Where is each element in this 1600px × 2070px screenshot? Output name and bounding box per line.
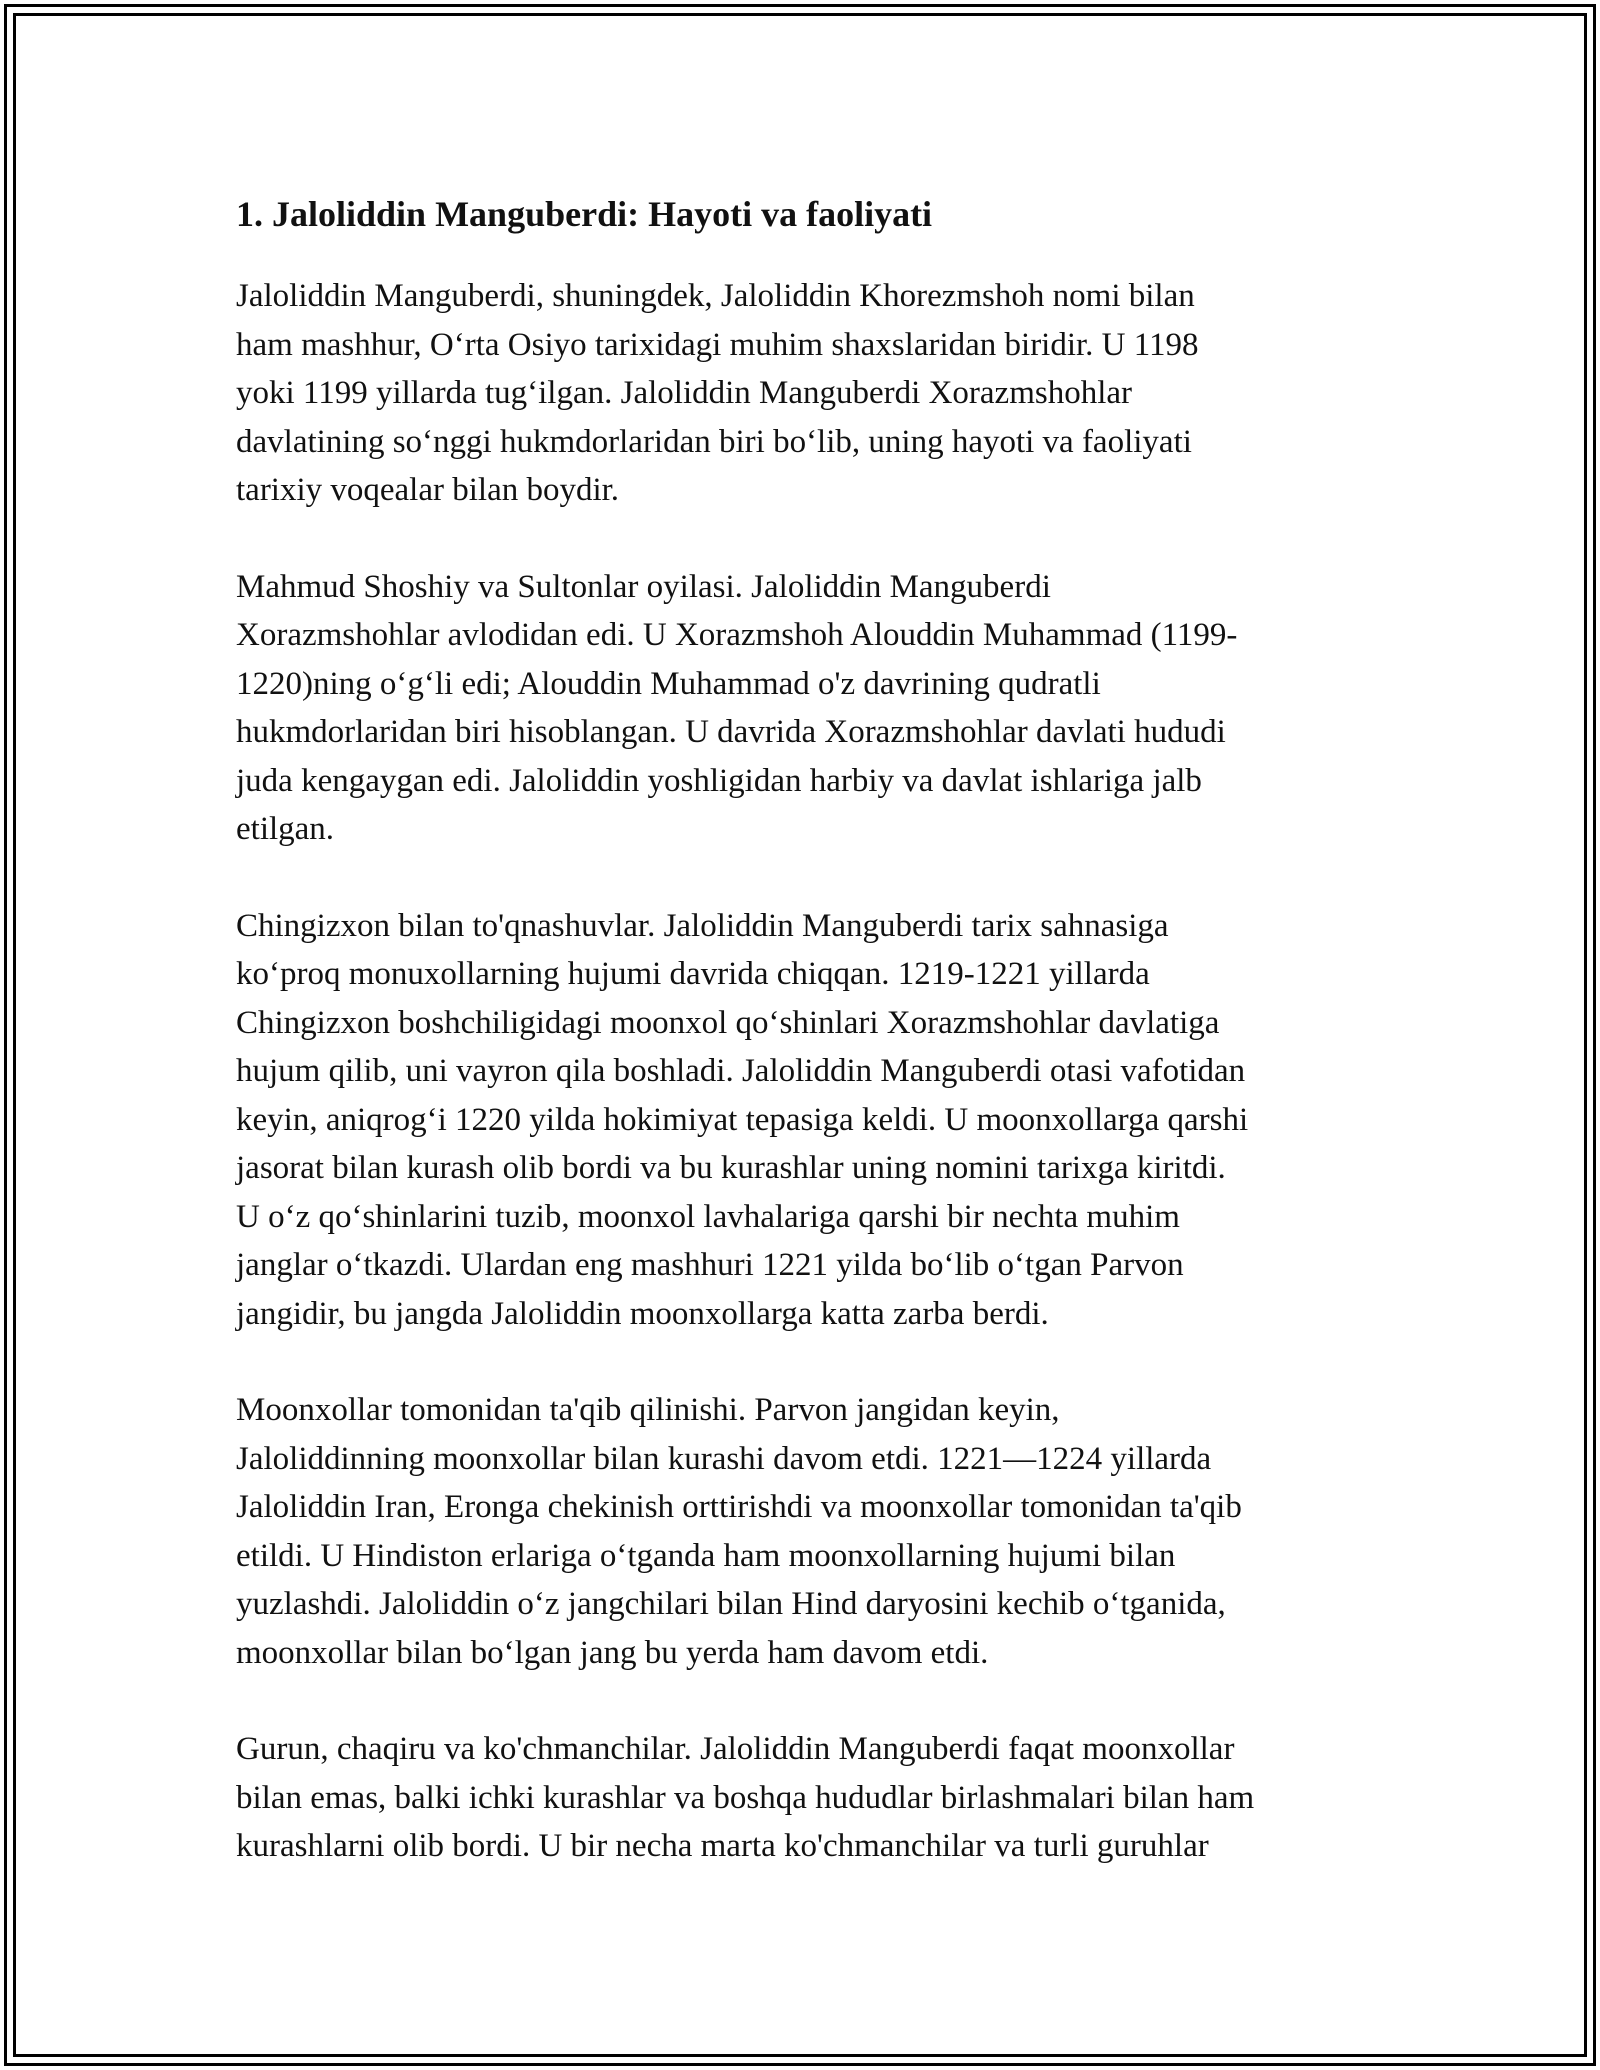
text-line: Jaloliddinning moonxollar bilan kurashi davom etdi. 1221—1224 yillarda	[236, 1440, 1212, 1477]
text-line: juda kengaygan edi. Jaloliddin yoshligidan harbiy va davlat ishlariga jalb	[236, 762, 1202, 799]
text-line: kurashlarni olib bordi. U bir necha marta ko'chmanchilar va turli guruhlar	[236, 1828, 1209, 1864]
document-body	[236, 186, 1376, 1919]
text-line: jangidir, bu jangda Jaloliddin moonxollarga katta zarba berdi.	[236, 1295, 1049, 1332]
text-line: jasorat bilan kurash olib bordi va bu kurashlar uning nomini tarixga kiritdi.	[236, 1150, 1226, 1186]
text-line: etildi. U Hindiston erlariga o‘tganda ham moonxollarning hujumi bilan	[236, 1537, 1176, 1574]
paragraph-pursuit	[236, 1386, 1376, 1677]
paragraph-nomads	[236, 1725, 1376, 1871]
text-line: Chingizxon bilan to'qnashuvlar. Jaloliddin Manguberdi tarix sahnasiga	[236, 907, 1169, 944]
text-line: ham mashhur, O‘rta Osiyo tarixidagi muhim shaxslaridan biridir. U 1198	[236, 326, 1199, 363]
text-line: etilgan.	[236, 811, 335, 847]
text-line: moonxollar bilan bo‘lgan jang bu yerda ham davom etdi.	[236, 1634, 989, 1671]
text-line: davlatining so‘nggi hukmdorlaridan biri bo‘lib, uning hayoti va faoliyati	[236, 423, 1192, 460]
text-line: 1220)ning o‘g‘li edi; Alouddin Muhammad o'z davrining qudratli	[236, 665, 1101, 702]
text-line: keyin, aniqrog‘i 1220 yilda hokimiyat tepasiga keldi. U moonxollarga qarshi	[236, 1101, 1249, 1138]
text-line: yuzlashdi. Jaloliddin o‘z jangchilari bilan Hind daryosini kechib o‘tganida,	[236, 1586, 1226, 1622]
text-line: U o‘z qo‘shinlarini tuzib, moonxol lavhalariga qarshi bir nechta muhim	[236, 1198, 1180, 1235]
text-line: Chingizxon boshchiligidagi moonxol qo‘shinlari Xorazmshohlar davlatiga	[236, 1004, 1220, 1041]
text-line: hukmdorlaridan biri hisoblangan. U davrida Xorazmshohlar davlati hududi	[236, 714, 1226, 750]
paragraph-family	[236, 563, 1376, 854]
text-line: tarixiy voqealar bilan boydir.	[236, 472, 620, 508]
text-line: Mahmud Shoshiy va Sultonlar oyilasi. Jaloliddin Manguberdi	[236, 568, 1051, 605]
text-line: hujum qilib, uni vayron qila boshladi. Jaloliddin Manguberdi otasi vafotidan	[236, 1053, 1246, 1089]
section-heading: 1. Jaloliddin Manguberdi: Hayoti va faoliyati	[236, 194, 933, 234]
paragraph-intro	[236, 272, 1376, 515]
text-line: Moonxollar tomonidan ta'qib qilinishi. Parvon jangidan keyin,	[236, 1392, 1060, 1428]
text-line: Gurun, chaqiru va ko'chmanchilar. Jaloliddin Manguberdi faqat moonxollar	[236, 1731, 1235, 1767]
text-line: Jaloliddin Manguberdi, shuningdek, Jaloliddin Khorezmshoh nomi bilan	[236, 278, 1195, 314]
text-line: Xorazmshohlar avlodidan edi. U Xorazmshoh Alouddin Muhammad (1199-	[236, 617, 1238, 653]
text-line: yoki 1199 yillarda tug‘ilgan. Jaloliddin Manguberdi Xorazmshohlar	[236, 375, 1133, 411]
text-line: janglar o‘tkazdi. Ulardan eng mashhuri 1221 yilda bo‘lib o‘tgan Parvon	[236, 1247, 1184, 1283]
text-line: ko‘proq monuxollarning hujumi davrida chiqqan. 1219-1221 yillarda	[236, 956, 1150, 992]
text-line: Jaloliddin Iran, Eronga chekinish orttirishdi va moonxollar tomonidan ta'qib	[236, 1489, 1242, 1525]
paragraph-chingizxon	[236, 902, 1376, 1339]
text-line: bilan emas, balki ichki kurashlar va boshqa hududlar birlashmalari bilan ham	[236, 1779, 1255, 1816]
